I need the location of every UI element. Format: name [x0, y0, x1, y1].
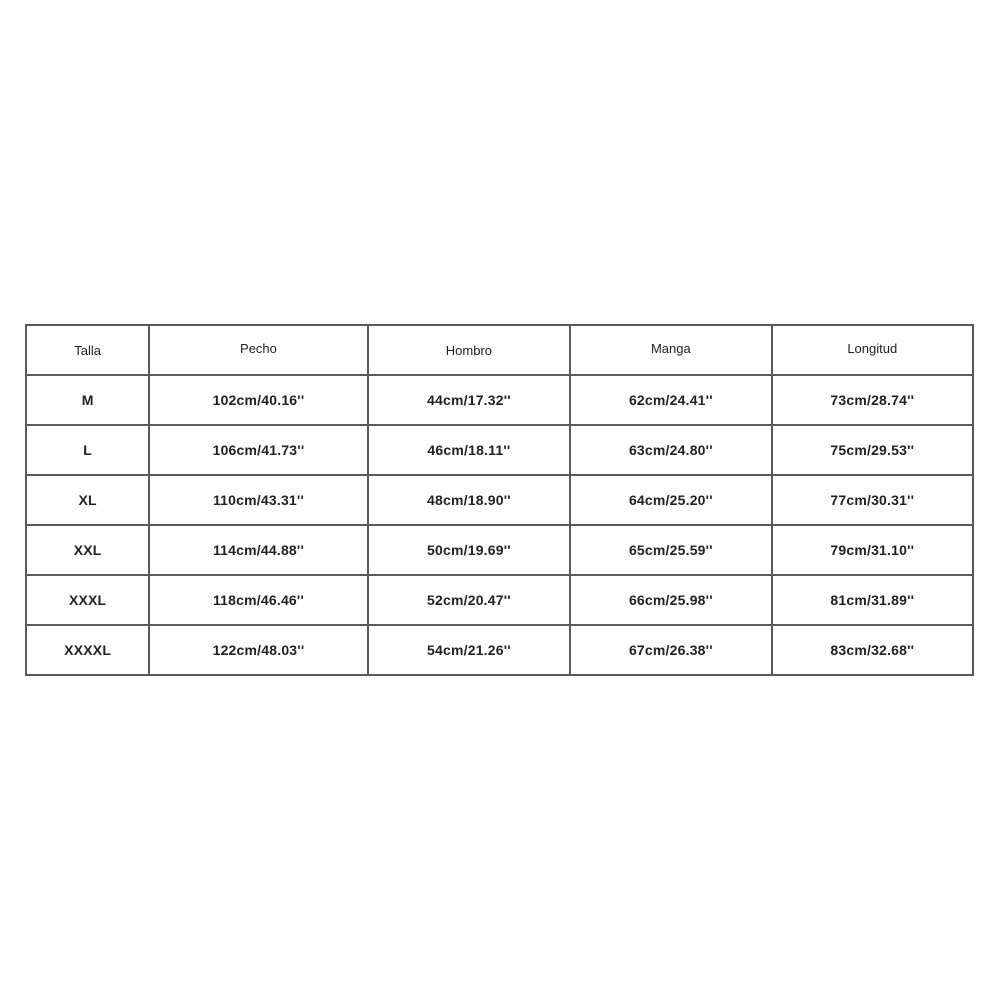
header-sleeve: Manga: [570, 325, 771, 375]
chest-cell: 102cm/40.16'': [149, 375, 367, 425]
sleeve-cell: 62cm/24.41'': [570, 375, 771, 425]
header-shoulder: Hombro: [368, 325, 570, 375]
header-length: Longitud: [772, 325, 973, 375]
size-cell: L: [26, 425, 149, 475]
size-cell: XXXL: [26, 575, 149, 625]
table-row: [26, 575, 973, 625]
table-row: [26, 525, 973, 575]
length-cell: 79cm/31.10'': [772, 525, 973, 575]
sleeve-cell: 66cm/25.98'': [570, 575, 771, 625]
size-cell: XXXXL: [26, 625, 149, 675]
size-cell: XL: [26, 475, 149, 525]
table-row: [26, 475, 973, 525]
length-cell: 81cm/31.89'': [772, 575, 973, 625]
header-row: [26, 325, 973, 375]
header-chest: Pecho: [149, 325, 367, 375]
size-cell: M: [26, 375, 149, 425]
table-row: [26, 425, 973, 475]
size-cell: XXL: [26, 525, 149, 575]
shoulder-cell: 52cm/20.47'': [368, 575, 570, 625]
shoulder-cell: 50cm/19.69'': [368, 525, 570, 575]
sleeve-cell: 67cm/26.38'': [570, 625, 771, 675]
chest-cell: 114cm/44.88'': [149, 525, 367, 575]
sleeve-cell: 63cm/24.80'': [570, 425, 771, 475]
length-cell: 73cm/28.74'': [772, 375, 973, 425]
shoulder-cell: 44cm/17.32'': [368, 375, 570, 425]
sleeve-cell: 65cm/25.59'': [570, 525, 771, 575]
shoulder-cell: 48cm/18.90'': [368, 475, 570, 525]
header-size: Talla: [26, 325, 149, 375]
length-cell: 75cm/29.53'': [772, 425, 973, 475]
chest-cell: 110cm/43.31'': [149, 475, 367, 525]
sleeve-cell: 64cm/25.20'': [570, 475, 771, 525]
size-chart-table: [25, 324, 974, 676]
shoulder-cell: 54cm/21.26'': [368, 625, 570, 675]
chest-cell: 106cm/41.73'': [149, 425, 367, 475]
length-cell: 77cm/30.31'': [772, 475, 973, 525]
length-cell: 83cm/32.68'': [772, 625, 973, 675]
chest-cell: 122cm/48.03'': [149, 625, 367, 675]
table-row: [26, 375, 973, 425]
shoulder-cell: 46cm/18.11'': [368, 425, 570, 475]
table-row: [26, 625, 973, 675]
chest-cell: 118cm/46.46'': [149, 575, 367, 625]
